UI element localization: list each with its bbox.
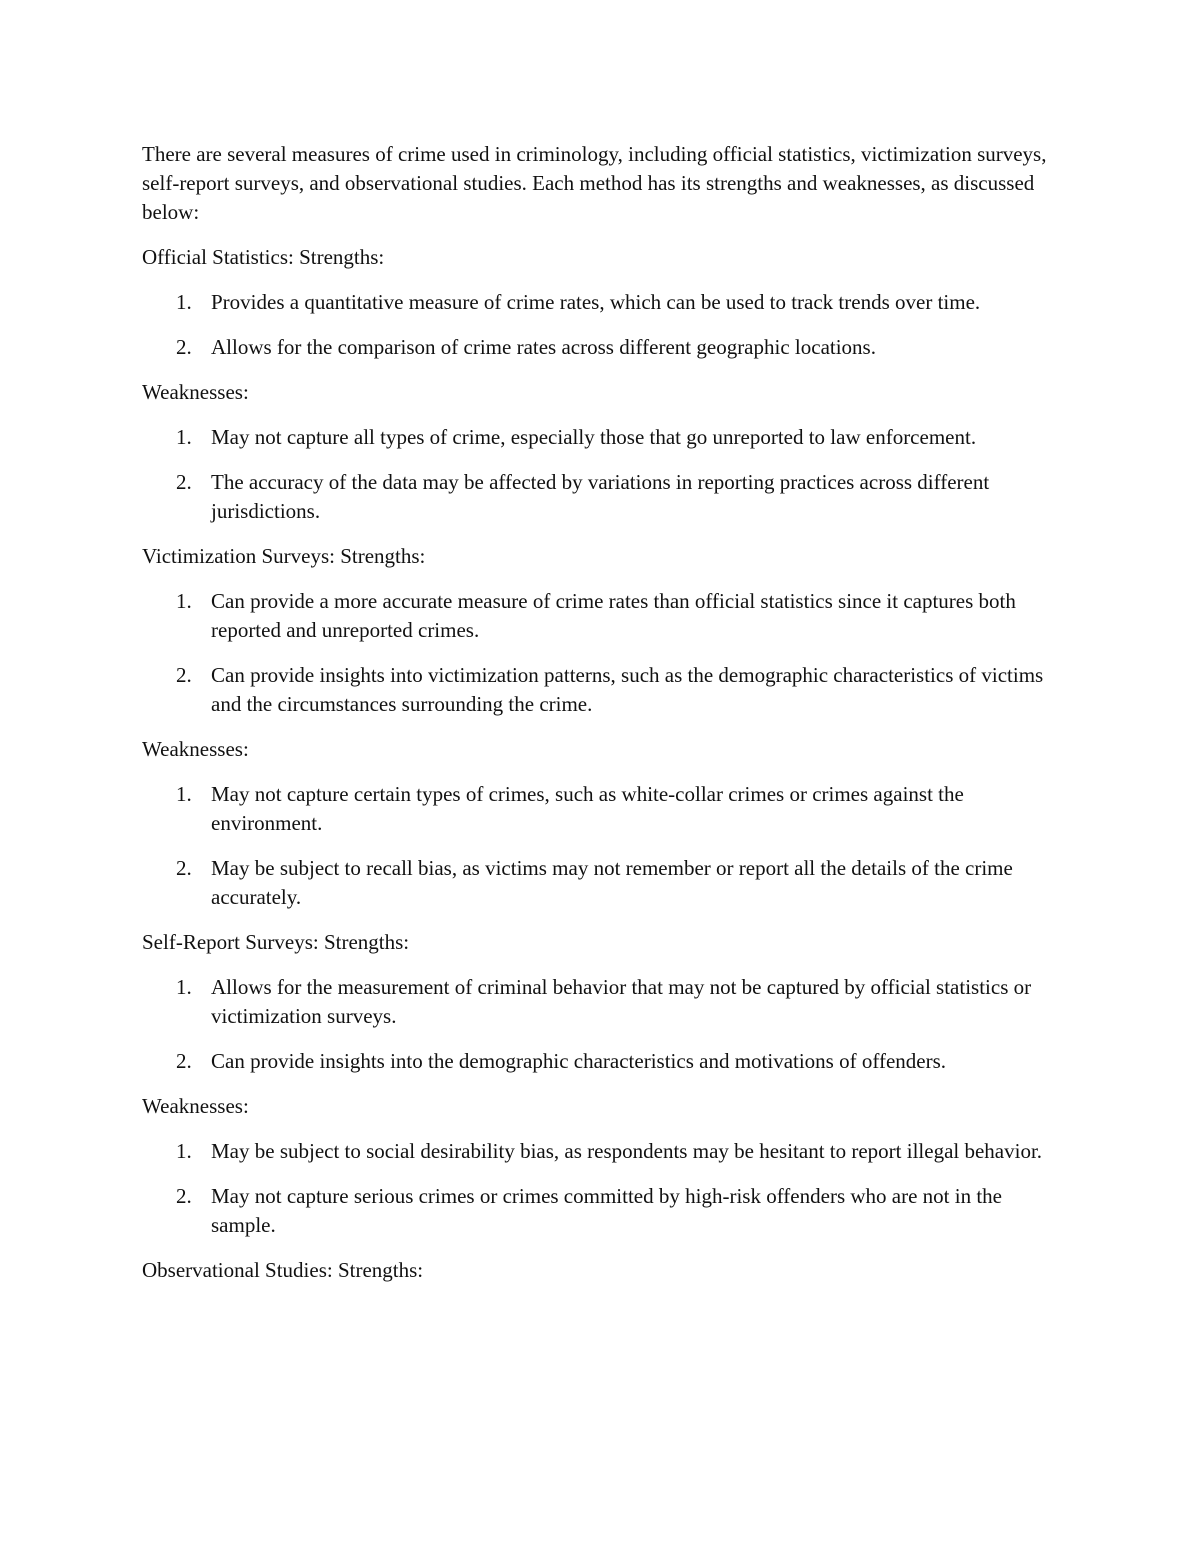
list-item-text: May not capture certain types of crimes, such as white-collar crimes or crimes against the environment.: [211, 782, 964, 835]
list-number: 2.: [176, 1049, 192, 1073]
section-victimization-surveys-weaknesses: [142, 735, 1062, 912]
numbered-list: [142, 423, 1062, 526]
numbered-list: [142, 288, 1062, 362]
list-item: [142, 288, 1062, 317]
section-heading: Official Statistics: Strengths:: [142, 245, 385, 269]
list-number: 2.: [176, 470, 192, 494]
section-heading: Victimization Surveys: Strengths:: [142, 544, 426, 568]
list-number: 1.: [176, 1139, 192, 1163]
list-number: 2.: [176, 1184, 192, 1208]
list-item-text: May be subject to recall bias, as victims may not remember or report all the details of the crime accurately.: [211, 856, 1013, 909]
list-item: [142, 1047, 1062, 1076]
numbered-list: [142, 1137, 1062, 1240]
list-item: [142, 468, 1062, 526]
list-number: 2.: [176, 335, 192, 359]
list-item-text: Can provide a more accurate measure of crime rates than official statistics since it captures both reported and unreported crimes.: [211, 589, 1016, 642]
list-item-text: Allows for the comparison of crime rates across different geographic locations.: [211, 335, 876, 359]
numbered-list: [142, 780, 1062, 912]
intro-paragraph: There are several measures of crime used in criminology, including official statistics, victimization surveys, self-report surveys, and observational studies. Each method has its strengths and weaknesses, as discussed below:: [142, 142, 1047, 224]
numbered-list: [142, 973, 1062, 1076]
list-item-text: May not capture all types of crime, especially those that go unreported to law enforcement.: [211, 425, 977, 449]
list-number: 2.: [176, 856, 192, 880]
list-item: [142, 780, 1062, 838]
list-item: [142, 854, 1062, 912]
list-item-text: Can provide insights into the demographic characteristics and motivations of offenders.: [211, 1049, 947, 1073]
section-observational-studies-strengths: [142, 1256, 1062, 1285]
list-item: [142, 1182, 1062, 1240]
list-item-text: Can provide insights into victimization patterns, such as the demographic characteristics of victims and the circumstances surrounding the crime.: [211, 663, 1044, 716]
numbered-list: [142, 587, 1062, 719]
section-heading: Weaknesses:: [142, 380, 249, 404]
list-number: 1.: [176, 290, 192, 314]
list-item: [142, 1137, 1062, 1166]
list-item: [142, 973, 1062, 1031]
section-heading: Weaknesses:: [142, 737, 249, 761]
list-item: [142, 333, 1062, 362]
section-self-report-surveys-weaknesses: [142, 1092, 1062, 1240]
document-page: [142, 140, 1062, 1301]
section-heading: Weaknesses:: [142, 1094, 249, 1118]
list-item: [142, 423, 1062, 452]
list-item-text: May not capture serious crimes or crimes committed by high-risk offenders who are not in the sample.: [211, 1184, 1002, 1237]
list-item-text: May be subject to social desirability bias, as respondents may be hesitant to report illegal behavior.: [211, 1139, 1043, 1163]
list-number: 1.: [176, 425, 192, 449]
list-number: 1.: [176, 589, 192, 613]
section-official-statistics-strengths: [142, 243, 1062, 362]
section-heading: Observational Studies: Strengths:: [142, 1258, 424, 1282]
list-number: 1.: [176, 975, 192, 999]
section-self-report-surveys-strengths: [142, 928, 1062, 1076]
list-item: [142, 587, 1062, 645]
list-item-text: Allows for the measurement of criminal behavior that may not be captured by official statistics or victimization surveys.: [211, 975, 1032, 1028]
list-number: 1.: [176, 782, 192, 806]
list-number: 2.: [176, 663, 192, 687]
section-heading: Self-Report Surveys: Strengths:: [142, 930, 410, 954]
list-item: [142, 661, 1062, 719]
section-victimization-surveys-strengths: [142, 542, 1062, 719]
list-item-text: Provides a quantitative measure of crime rates, which can be used to track trends over time.: [211, 290, 981, 314]
list-item-text: The accuracy of the data may be affected by variations in reporting practices across different jurisdictions.: [211, 470, 990, 523]
section-official-statistics-weaknesses: [142, 378, 1062, 526]
